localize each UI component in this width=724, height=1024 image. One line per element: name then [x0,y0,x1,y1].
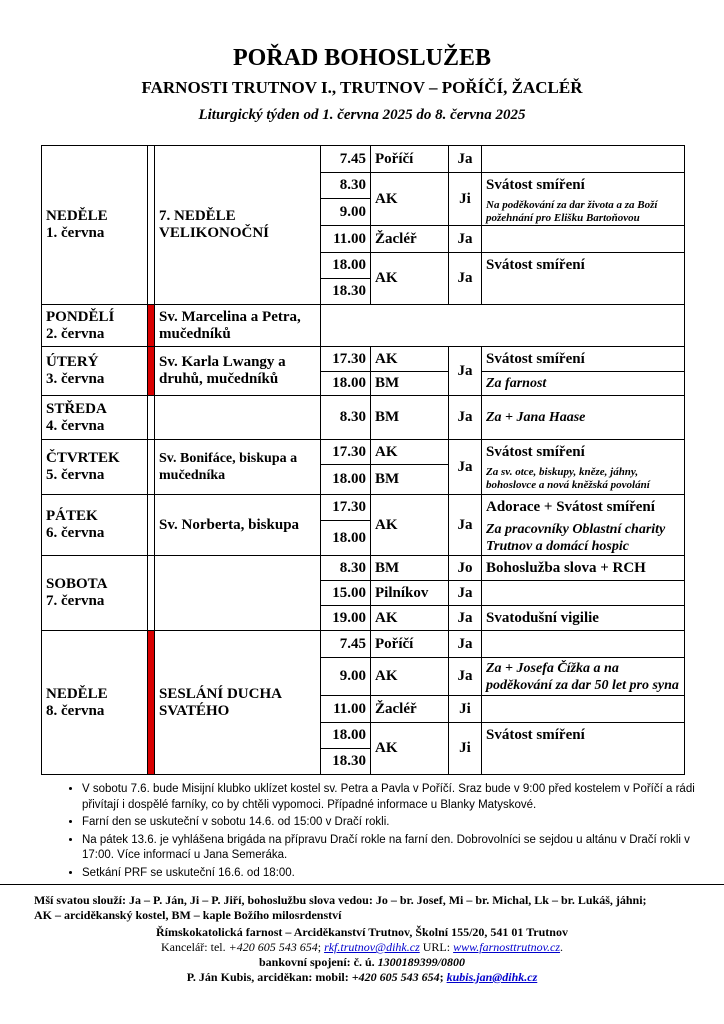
place-cell: Žacléř [371,696,449,723]
office-contact: Kancelář: tel. +420 605 543 654; rkf.trutnov@dihk.cz URL: www.farnosttrutnov.cz. [160,940,564,954]
priest-cell: Ja [449,146,482,173]
place-cell: BM [371,465,449,495]
intention-cell: Za pracovníky Oblastní charity Trutnov a domácí hospic [482,521,685,556]
feast-cell: Sv. Norberta, biskupa [155,495,321,556]
intention-cell: Za farnost [482,372,685,396]
intention-cell: Za + Josefa Čížka a na poděkování za dar 50 let pro syna [482,658,685,696]
time-cell: 15.00 [321,581,371,606]
priest-cell: Jo [449,556,482,581]
time-cell: 18.00 [321,372,371,396]
feast-cell: Sv. Marcelina a Petra, mučedníků [155,305,321,347]
time-cell: 8.30 [321,173,371,199]
priest-cell: Ja [449,658,482,696]
priest-cell: Ja [449,396,482,440]
time-cell: 18.00 [321,465,371,495]
place-cell: BM [371,396,449,440]
time-cell: 9.00 [321,199,371,226]
place-cell: AK [371,173,449,226]
time-cell: 17.30 [321,440,371,465]
intention-cell: Svatodušní vigilie [482,606,685,631]
time-cell: 7.45 [321,631,371,658]
intention-cell: Svátost smíření [482,440,685,465]
place-cell: AK [371,723,449,775]
place-cell: AK [371,440,449,465]
intention-cell: Na poděkování za dar života a za Boží požehnání pro Elišku Bartoňovou [482,199,685,226]
list-item: • Farní den se uskuteční v sobotu 14.6. od 15:00 v Dračí rokli. [82,815,702,831]
intention-cell [482,581,685,606]
intention-cell: Svátost smíření [482,173,685,199]
page-subtitle: FARNOSTI TRUTNOV I., TRUTNOV – POŘÍČÍ, ŽACLÉŘ [141,78,583,97]
priest-cell: Ja [449,440,482,495]
announcements-list [62,782,702,883]
day-cell: PONDĚLÍ 2. června [42,305,148,347]
place-cell: AK [371,658,449,696]
place-cell: Poříčí [371,631,449,658]
list-item: • Setkání PRF se uskuteční 16.6. od 18:00. [82,866,702,882]
liturgical-color-bar [148,305,155,347]
time-cell: 17.30 [321,495,371,521]
legend-line-1: Mší svatou slouží: Ja – P. Ján, Ji – P. Jiří, bohoslužbu slova vedou: Jo – br. Josef, Mi – br. Michal, Lk – br. Lukáš, jáhni; [34,893,647,907]
place-cell: Poříčí [371,146,449,173]
office-email-link[interactable]: rkf.trutnov@dihk.cz [324,940,420,954]
place-cell: Žacléř [371,226,449,253]
intention-cell: Svátost smíření [482,253,685,279]
schedule-table [41,145,685,775]
liturgical-color-bar [148,396,155,440]
time-cell: 7.45 [321,146,371,173]
table-row [42,396,685,440]
priest-cell: Ji [449,173,482,226]
priest-cell: Ja [449,495,482,556]
legend-line-2: AK – arciděkanský kostel, BM – kaple Božího milosrdenství [34,908,342,922]
table-row [42,556,685,581]
intention-cell: Adorace + Svátost smíření [482,495,685,521]
list-item: • V sobotu 7.6. bude Misijní klubko uklízet kostel sv. Petra a Pavla v Poříčí. Sraz bude v 9:00 před kostelem v Poříčí a rádi přivítají i dospělé farníky, co by chtěli vypomoci. Případné informace u Blanky Matyskové. [82,782,702,813]
feast-cell [155,396,321,440]
table-row [42,146,685,173]
feast-cell: 7. NEDĚLE VELIKONOČNÍ [155,146,321,305]
place-cell: BM [371,372,449,396]
website-link[interactable]: www.farnosttrutnov.cz [453,940,561,954]
table-row [42,495,685,521]
table-row [42,440,685,465]
priest-contact: P. Ján Kubis, arciděkan: mobil: +420 605 543 654; kubis.jan@dihk.cz [186,970,538,984]
table-row [42,631,685,658]
day-cell: PÁTEK 6. června [42,495,148,556]
feast-cell [155,556,321,631]
priest-email-link[interactable]: kubis.jan@dihk.cz [446,970,538,984]
time-cell: 11.00 [321,696,371,723]
place-cell: Pilníkov [371,581,449,606]
liturgical-color-bar [148,631,155,775]
intention-cell [482,631,685,658]
priest-cell: Ja [449,581,482,606]
intention-cell: Za + Jana Haase [482,396,685,440]
liturgical-color-bar [148,146,155,305]
intention-cell [482,146,685,173]
feast-cell: Sv. Bonifáce, biskupa a mučedníka [155,440,321,495]
priest-cell: Ja [449,226,482,253]
liturgical-color-bar [148,556,155,631]
time-cell: 8.30 [321,556,371,581]
day-cell: ÚTERÝ 3. června [42,347,148,396]
day-cell: ČTVRTEK 5. června [42,440,148,495]
liturgical-color-bar [148,347,155,396]
day-cell: NEDĚLE 1. června [42,146,148,305]
time-cell: 17.30 [321,347,371,372]
time-cell: 11.00 [321,226,371,253]
priest-cell: Ji [449,696,482,723]
place-cell: AK [371,495,449,556]
day-cell: STŘEDA 4. června [42,396,148,440]
liturgical-color-bar [148,440,155,495]
table-row [42,305,685,347]
time-cell: 18.00 [321,723,371,749]
place-cell: BM [371,556,449,581]
empty-cell [321,305,685,347]
parish-address: Římskokatolická farnost – Arciděkanství Trutnov, Školní 155/20, 541 01 Trutnov [156,925,568,939]
place-cell: AK [371,606,449,631]
time-cell: 19.00 [321,606,371,631]
intention-cell: Za sv. otce, biskupy, kněze, jáhny, bohoslovce a nová kněžská povolání [482,465,685,495]
place-cell: AK [371,347,449,372]
feast-cell: Sv. Karla Lwangy a druhů, mučedníků [155,347,321,396]
footer-divider [0,884,724,885]
page-title: POŘAD BOHOSLUŽEB [232,45,492,71]
place-cell: AK [371,253,449,305]
liturgical-week: Liturgický týden od 1. června 2025 do 8. června 2025 [198,107,526,123]
intention-cell [482,749,685,775]
intention-cell: Bohoslužba slova + RCH [482,556,685,581]
intention-cell: Svátost smíření [482,347,685,372]
time-cell: 9.00 [321,658,371,696]
time-cell: 18.00 [321,521,371,556]
day-cell: SOBOTA 7. června [42,556,148,631]
time-cell: 8.30 [321,396,371,440]
priest-cell: Ja [449,606,482,631]
priest-cell: Ja [449,347,482,396]
intention-cell [482,226,685,253]
table-row [42,347,685,372]
time-cell: 18.30 [321,279,371,305]
priest-cell: Ji [449,723,482,775]
list-item: • Na pátek 13.6. je vyhlášena brigáda na přípravu Dračí rokle na farní den. Dobrovolníci se sejdou u altánu v Dračí rokli v 17:00. Více informací u Jana Semeráka. [82,833,702,864]
day-cell: NEDĚLE 8. června [42,631,148,775]
intention-cell [482,279,685,305]
intention-cell [482,696,685,723]
priest-cell: Ja [449,253,482,305]
priest-cell: Ja [449,631,482,658]
liturgical-color-bar [148,495,155,556]
time-cell: 18.00 [321,253,371,279]
intention-cell: Svátost smíření [482,723,685,749]
bank-info: bankovní spojení: č. ú. 1300189399/0800 [258,955,466,969]
feast-cell: SESLÁNÍ DUCHA SVATÉHO [155,631,321,775]
time-cell: 18.30 [321,749,371,775]
